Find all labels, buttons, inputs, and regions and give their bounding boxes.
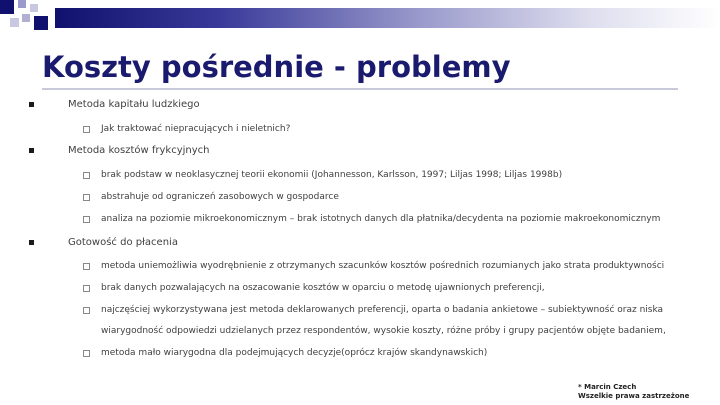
sub-bullet-continuation xyxy=(101,326,666,336)
sub-bullet-item xyxy=(101,283,545,293)
footer-author: * Marcin Czech xyxy=(578,383,637,391)
footer-rights: Wszelkie prawa zastrzeżone xyxy=(578,392,690,400)
hollow-square-icon xyxy=(83,172,90,179)
bullet-item xyxy=(68,237,178,248)
sub-bullet-text: abstrahuje od ograniczeń zasobowych w gospodarce xyxy=(101,192,339,202)
copyright-footer xyxy=(578,383,689,401)
slide-title: Koszty pośrednie - problemy xyxy=(42,50,511,84)
hollow-square-icon xyxy=(83,263,90,270)
bullet-item xyxy=(68,145,210,156)
hollow-square-icon xyxy=(83,216,90,223)
sub-bullet-text: analiza na poziomie mikroekonomicznym – brak istotnych danych dla płatnika/decydenta na poziomie makroekonomicznym xyxy=(101,214,661,224)
hollow-square-icon xyxy=(83,350,90,357)
bullet-item xyxy=(68,99,200,110)
hollow-square-icon xyxy=(83,126,90,133)
sub-bullet-item xyxy=(101,348,487,358)
hollow-square-icon xyxy=(83,307,90,314)
bullet-text: Metoda kapitału ludzkiego xyxy=(68,99,200,110)
sub-bullet-text: brak danych pozwalających na oszacowanie kosztów w oparciu o metodę ujawnionych preferencji, xyxy=(101,283,545,293)
sub-bullet-text: najczęściej wykorzystywana jest metoda deklarowanych preferencji, oparta o badania ankietowe – subiektywność oraz niska xyxy=(101,305,664,315)
sub-bullet-item xyxy=(101,124,290,134)
hollow-square-icon xyxy=(83,285,90,292)
sub-bullet-text: metoda uniemożliwia wyodrębnienie z otrzymanych szacunków kosztów pośrednich rozumianych jako strata produktywności xyxy=(101,261,665,271)
sub-bullet-text: wiarygodność odpowiedzi udzielanych przez respondentów, wysokie koszty, różne próby i grupy pacjentów objęte badaniem, xyxy=(101,326,666,336)
sub-bullet-item xyxy=(101,214,660,224)
bullet-text: Metoda kosztów frykcyjnych xyxy=(68,145,210,156)
sub-bullet-item xyxy=(101,192,339,202)
sub-bullet-text: metoda mało wiarygodna dla podejmujących decyzje(oprócz krajów skandynawskich) xyxy=(101,348,488,358)
sub-bullet-text: brak podstaw w neoklasycznej teorii ekonomii (Johannesson, Karlsson, 1997; Liljas 1998; Liljas 1998b) xyxy=(101,170,563,180)
hollow-square-icon xyxy=(83,194,90,201)
bullet-text: Gotowość do płacenia xyxy=(68,237,178,248)
bullet-square-icon xyxy=(29,148,34,153)
sub-bullet-item xyxy=(101,170,562,180)
bullet-square-icon xyxy=(29,102,34,107)
sub-bullet-text: Jak traktować niepracujących i nieletnich? xyxy=(101,124,291,134)
bullet-square-icon xyxy=(29,240,34,245)
sub-bullet-item xyxy=(101,261,664,271)
sub-bullet-item xyxy=(101,305,663,315)
